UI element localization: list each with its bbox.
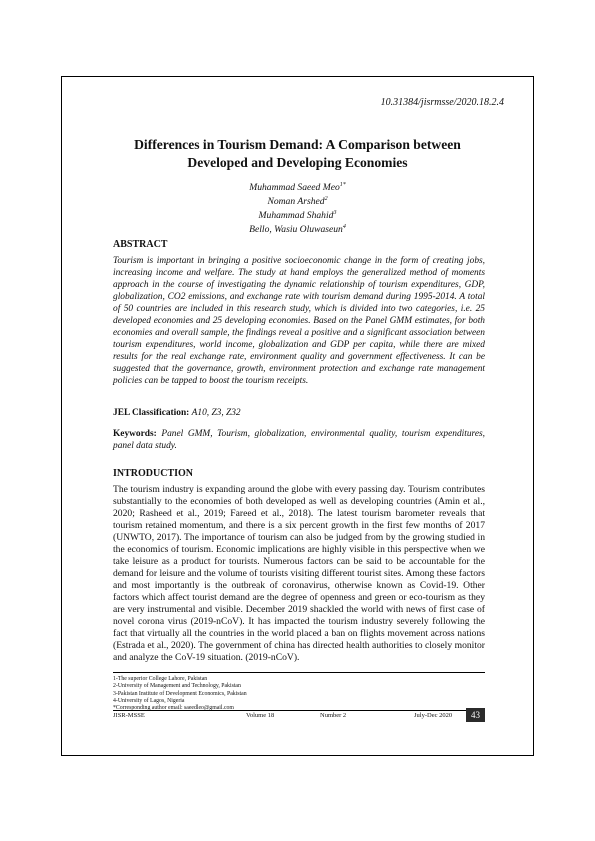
jel-label: JEL Classification: [113, 408, 190, 418]
introduction-text: The tourism industry is expanding around the globe with every passing day. Tourism contributes substantially to the economies of both developed as well as developing countries (Amin et al., 2020; Rasheed et al., 2019; Fareed et al., 2018). The latest tourism barometer reveals that tourism retained momentum, and there is a six percent growth in the first few months of 2017 (UNWTO, 2017). The importance of tourism can also be judged from by the growing studied in the economics of tourism. Economic implications are highly visible in this perspective when we take leisure as a product for tourists. Numerous factors can be said to be accountable for the demand for leisure and the volume of tourists visiting different tourist sites. Among these factors and most importantly is the outbreak of coronavirus, otherwise known as Covid-19. Other factors which affect tourist demand are the degree of openness and green or eco-tourism as they are very instrumental and visible. December 2019 shackled the world with news of first case of novel corona virus (2019-nCoV). It has impacted the tourism industry severely following the fact that virtually all the countries in the world placed a ban on flights movement across nations (Estrada et al., 2020). The government of china has directed health authorities to closely monitor and analyze the CoV-19 situation. (2019-nCoV). [113, 484, 485, 663]
affiliations [113, 676, 247, 712]
footer-number: Number 2 [320, 712, 347, 719]
page-number: 43 [466, 708, 485, 722]
author: Noman Arshed$^2$ [267, 195, 328, 208]
footnote-separator [113, 672, 485, 673]
introduction-heading: INTRODUCTION [113, 468, 194, 479]
affiliation: 4-University of Lagos, Nigeria [113, 697, 185, 704]
author-list [0, 180, 595, 236]
abstract-heading: ABSTRACT [113, 239, 168, 250]
affiliation: 1-The superior College Lahore, Pakistan [113, 676, 208, 682]
keywords [113, 428, 485, 452]
affiliation: 3-Pakistan Institute of Development Economics, Pakistan [113, 690, 247, 697]
footer-journal: JISR-MSSE [113, 712, 145, 719]
keywords-value: Panel GMM, Tourism, globalization, environmental quality, tourism expenditures, panel data study. [113, 429, 485, 451]
footer-rule [113, 710, 485, 711]
footer-volume: Volume 18 [246, 712, 275, 719]
doi: 10.31384/jisrmsse/2020.18.2.4 [380, 97, 504, 108]
abstract-text: Tourism is important in bringing a positive socioeconomic change in the form of creating jobs, increasing income and welfare. The study at hand employs the generalized method of moments approach in the course of investigating the dynamic relationship of tourism expenditures, GDP, globalization, CO2 emissions, and exchange rate with tourism demand during 1995-2014. A total of 50 countries are included in this research study, which is divided into two categories, i.e. 25 developed economies and 25 developing economies. Based on the Panel GMM estimates, for both economies and overall sample, the findings reveal a positive and a significant association between tourism expenditures, world income, globalization and GDP per capita, while there are mixed results for the real exchange rate, environment quality and government effectiveness. It can be suggested that the governance, growth, environment protection and exchange rate management policies can be tapped to boost the tourism receipts. [113, 256, 485, 386]
author: Muhammad Saeed Meo$^{1*}$ [249, 182, 346, 194]
author: Muhammad Shahid$^3$ [258, 209, 337, 222]
jel-classification [113, 408, 485, 418]
affiliation: 2-University of Management and Technology, Pakistan [113, 683, 241, 690]
author: Bello, Wasiu Oluwaseun$^4$ [249, 223, 346, 236]
jel-value: A10, Z3, Z32 [191, 408, 241, 418]
paper-title: Differences in Tourism Demand: A Comparison between Developed and Developing Economies [134, 137, 461, 170]
corresponding-author: *Corresponding author email: saeedleo@gmail.com [113, 705, 234, 712]
footer-date: July-Dec 2020 [414, 712, 453, 719]
keywords-label: Keywords: [113, 429, 157, 439]
